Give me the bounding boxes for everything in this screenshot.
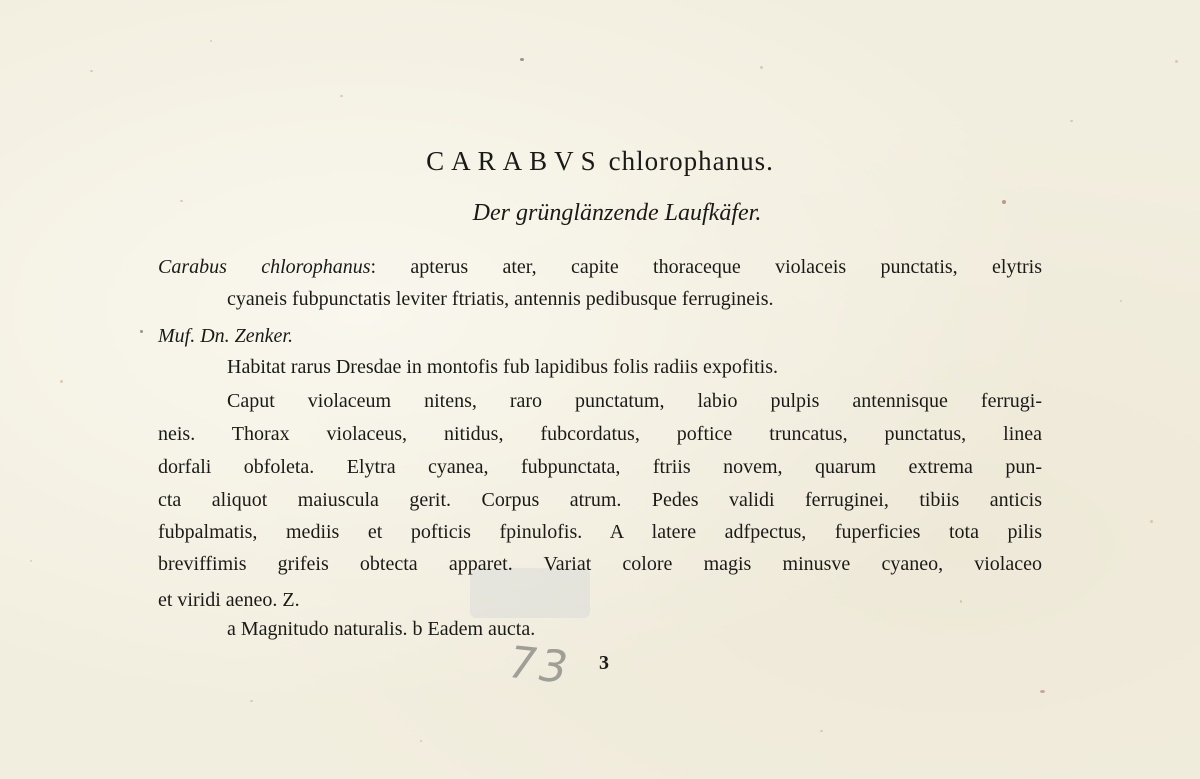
description-line: Caput violaceum nitens, raro punctatum, labio pulpis antennisque ferrugi- (227, 390, 1042, 412)
page-number: 3 (599, 652, 609, 674)
german-common-name: Der grünglänzende Laufkäfer. (472, 200, 762, 226)
title-genus: CARABVS (426, 146, 603, 176)
pencil-annotation: 73 (501, 637, 577, 694)
species-title (0, 146, 1200, 177)
description-line: breviffimis grifeis obtecta apparet. Variat colore magis minusve cyaneo, violaceo (158, 553, 1042, 575)
description-line: fubpalmatis, mediis et pofticis fpinulofis. A latere adfpectus, fuperficies tota pilis (158, 521, 1042, 543)
diagnosis-line-1-rest: : apterus ater, capite thoraceque violaceis punctatis, elytris (370, 256, 1042, 278)
description-line: et viridi aeneo. Z. (158, 589, 300, 611)
title-species: chlorophanus. (608, 146, 774, 176)
description-line: dorfali obfoleta. Elytra cyanea, fubpunctata, ftriis novem, quarum extrema pun- (158, 456, 1042, 478)
figure-caption: a Magnitudo naturalis. b Eadem aucta. (227, 618, 536, 640)
museum-reference: Muf. Dn. Zenker. (158, 325, 293, 347)
habitat-text: Habitat rarus Dresdae in montofis fub lapidibus folis radiis expofitis. (227, 356, 779, 378)
description-line: neis. Thorax violaceus, nitidus, fubcordatus, poftice truncatus, punctatus, linea (158, 423, 1042, 445)
diagnosis-line-2: cyaneis fubpunctatis leviter ftriatis, antennis pedibusque ferrugineis. (227, 288, 774, 310)
diagnosis-line-1 (158, 254, 1042, 280)
diagnosis-name: Carabus chlorophanus (158, 256, 371, 278)
description-line: cta aliquot maiuscula gerit. Corpus atrum. Pedes validi ferruginei, tibiis anticis (158, 489, 1042, 511)
